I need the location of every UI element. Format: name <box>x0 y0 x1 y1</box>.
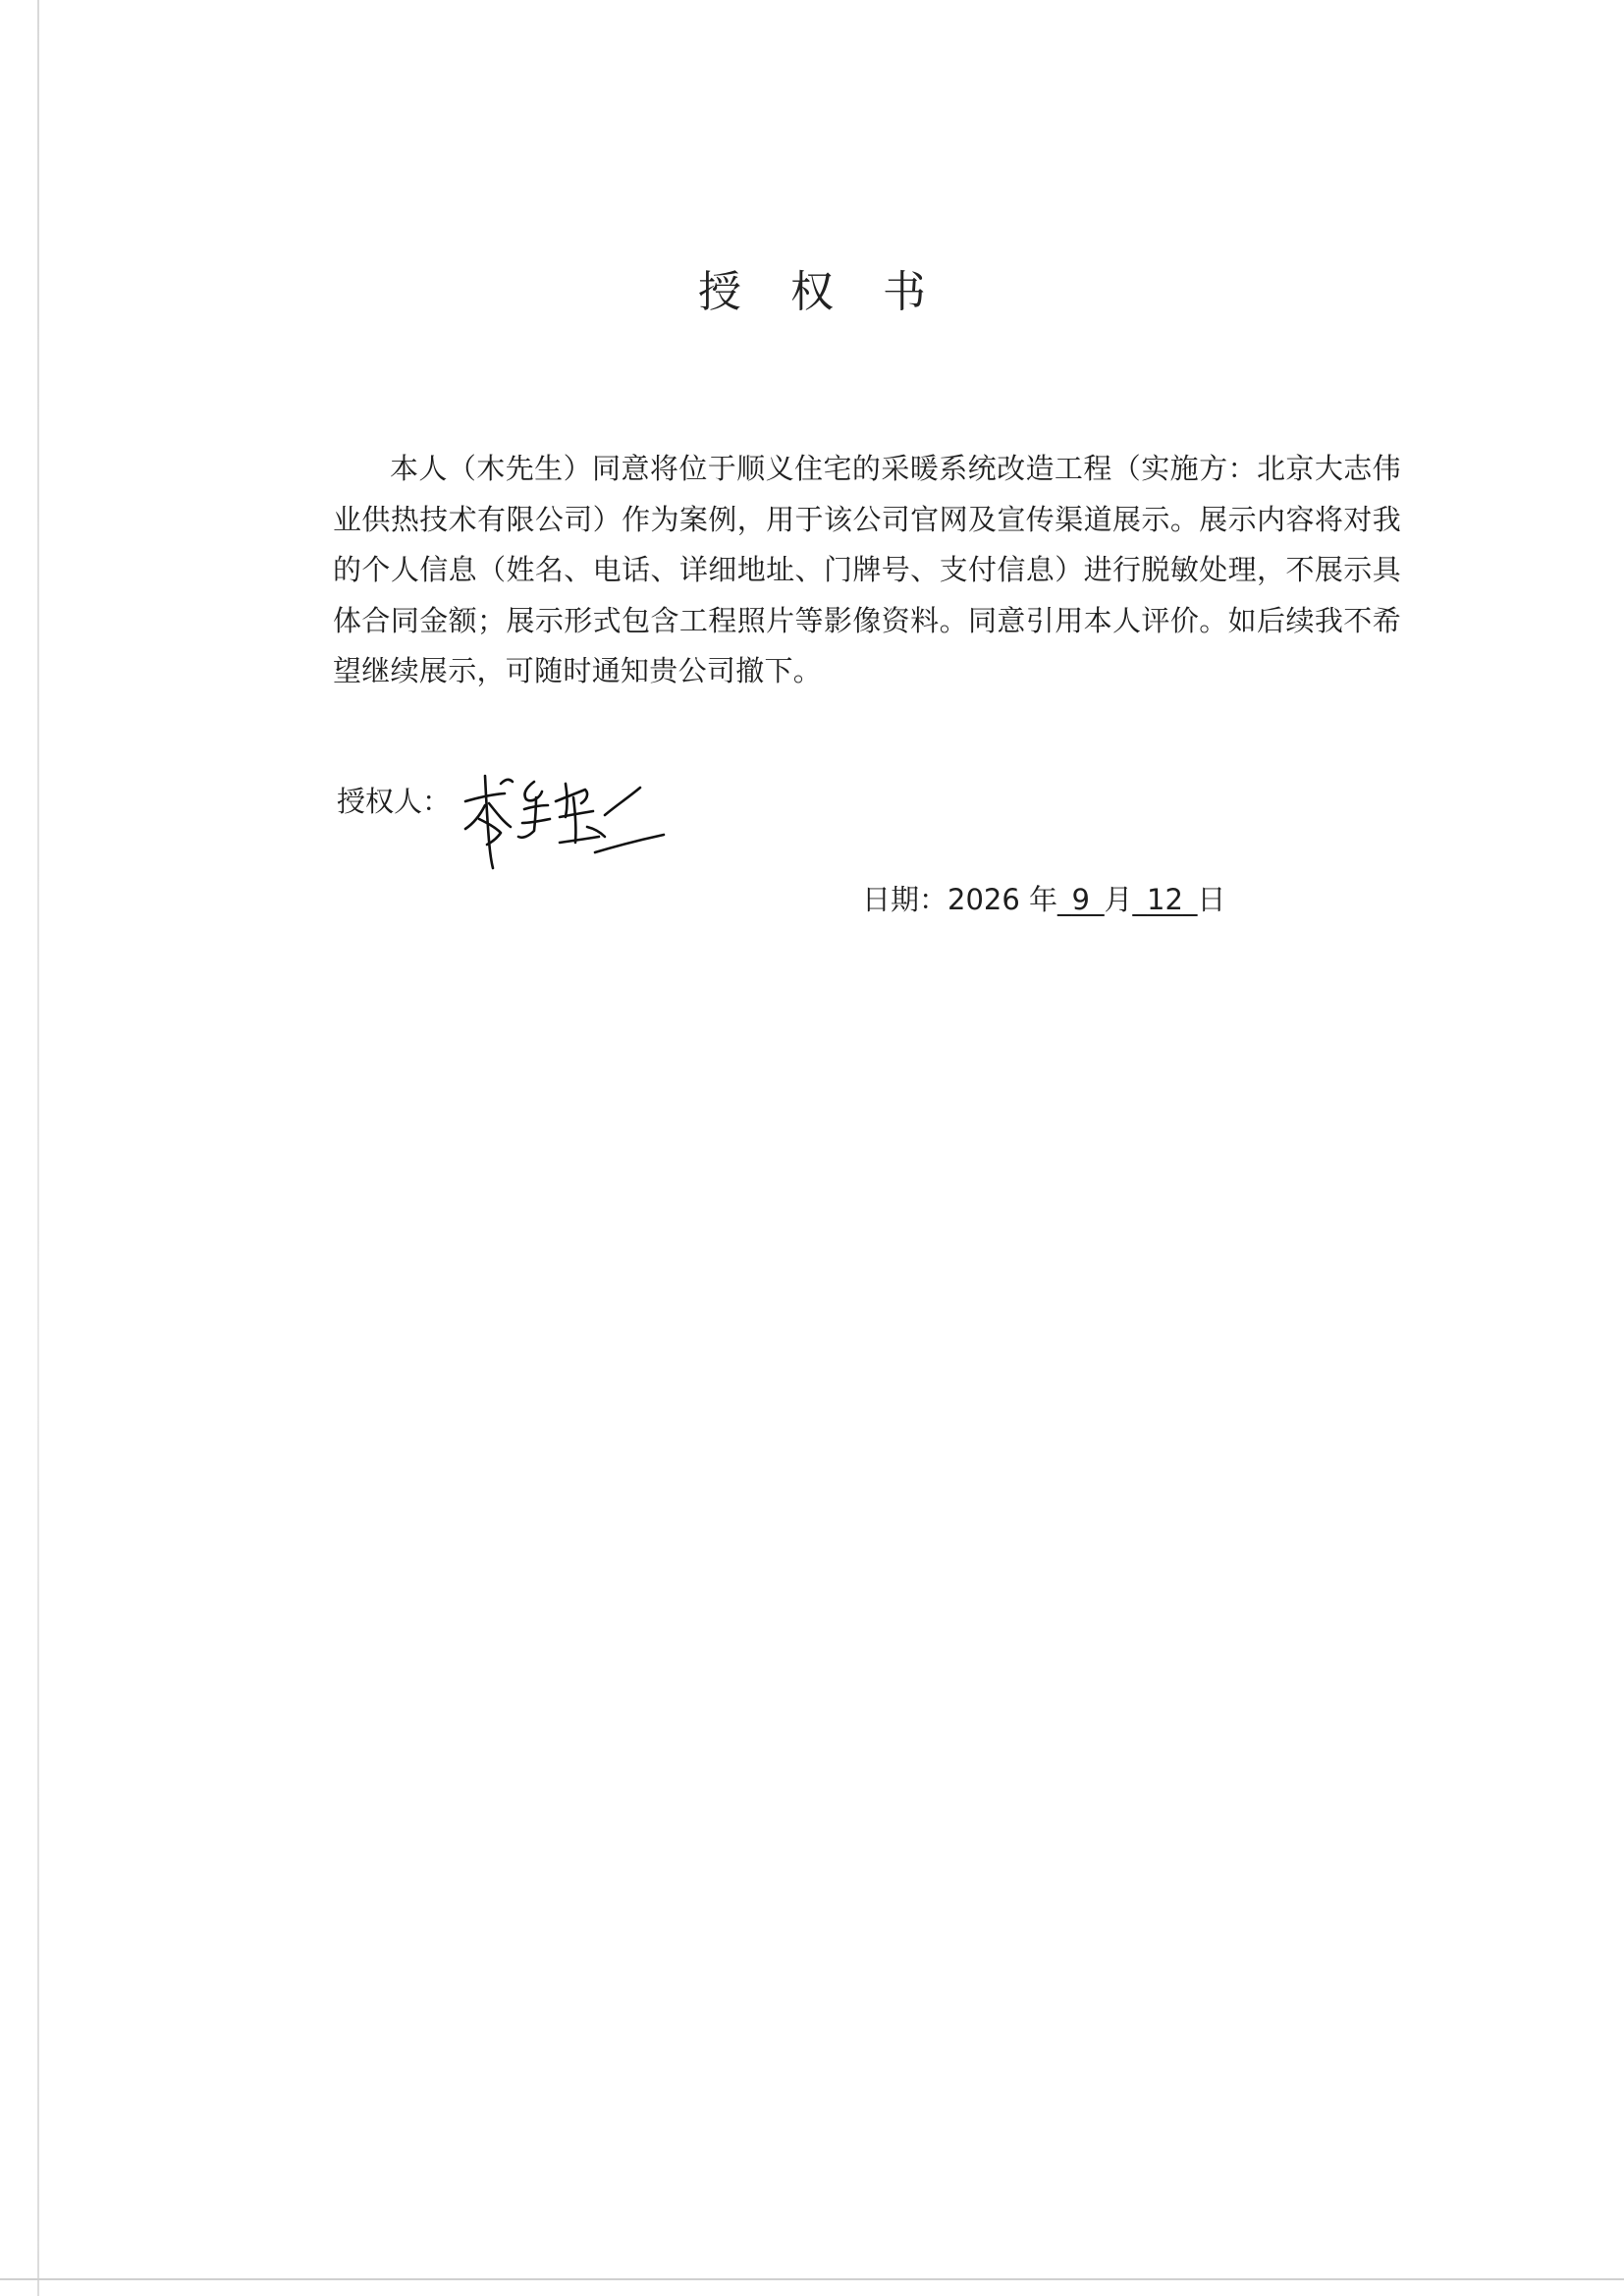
date-line <box>862 880 1225 919</box>
date-day: _12_ <box>1132 883 1198 916</box>
date-year: 2026 <box>947 883 1020 916</box>
handwritten-signature <box>458 758 674 876</box>
document-title: 授 权 书 <box>698 267 944 317</box>
authorization-body: 本人（木先生）同意将位于顺义住宅的采暖系统改造工程（实施方：北京大志伟业供热技术有限公司）作为案例，用于该公司官网及宣传渠道展示。展示内容将对我的个人信息（姓名、电话、详细地址、门牌号、支付信息）进行脱敏处理，不展示具体合同金额；展示形式包含工程照片等影像资料。同意引用本人评价。如后续我不希望继续展示，可随时通知贵公司撤下。 <box>333 452 1401 687</box>
scan-edge-left <box>37 0 39 2296</box>
date-month: _9_ <box>1057 883 1105 916</box>
date-prefix: 日期： <box>862 883 948 916</box>
date-day-unit: 日 <box>1197 883 1226 916</box>
date-year-unit: 年 <box>1019 883 1058 916</box>
scan-edge-bottom <box>0 2278 1624 2280</box>
date-month-unit: 月 <box>1104 883 1133 916</box>
signer-label: 授权人： <box>337 785 452 818</box>
